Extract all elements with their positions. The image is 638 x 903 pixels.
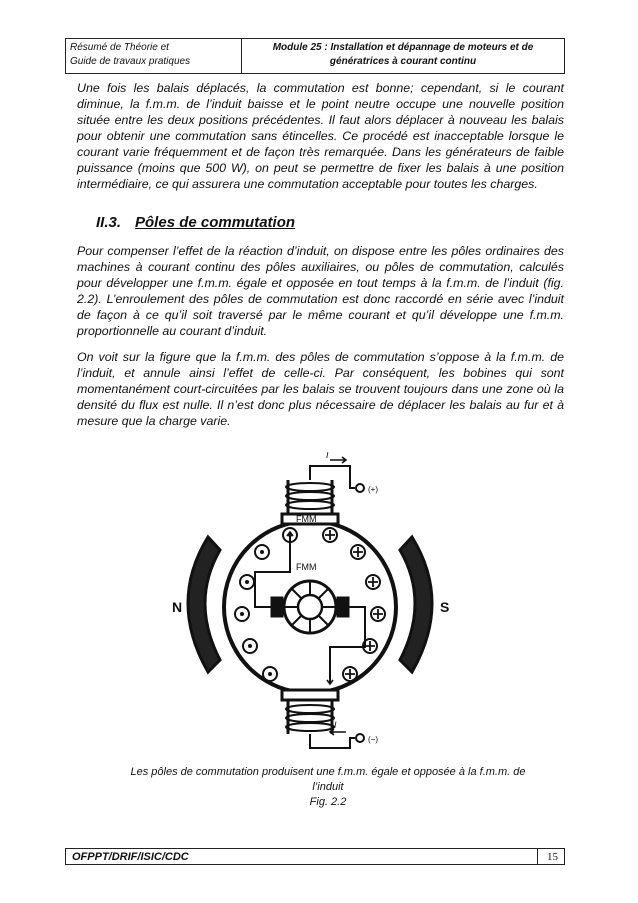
- figure-caption: [110, 765, 546, 810]
- header-left-cell: [66, 39, 242, 73]
- page-number: 15: [547, 850, 558, 863]
- commutator-hub: [298, 595, 322, 619]
- north-pole-shoe: [188, 537, 220, 672]
- header-right-line1: Module 25 : Installation et dépannage de moteurs et de: [272, 42, 534, 53]
- paragraph-intro: Une fois les balais déplacés, la commutation est bonne; cependant, si le courant diminue, la f.m.m. de l’induit baisse et le point neutre occupe une nouvelle position située entre les deux positions précédentes. Il faut alors déplacer à nouveau les balais pour obtenir une commutation sans étincelles. Ce procédé est inacceptable lorsque le courant varie fréquemment et de façon très remarquée. Dans les générateurs de faible puissance (moins que 500 W), on peut se permettre de fixer les balais à une position intermédiaire, ce qui assurera une commutation acceptable pour toutes les charges.: [77, 81, 564, 191]
- brush-right: [338, 598, 348, 616]
- armature-outer: [224, 521, 396, 693]
- label-terminal-minus: (−): [368, 735, 378, 744]
- caption-fig-number: Fig. 2.2: [309, 796, 347, 808]
- south-pole-shoe: [400, 537, 432, 672]
- terminal-minus: [356, 734, 364, 742]
- wire-brush-right: [330, 607, 365, 684]
- header-right-line2: génératrices à courant continu: [329, 56, 477, 67]
- brush-left: [272, 598, 282, 616]
- header-left-line2: Guide de travaux pratiques: [70, 56, 191, 67]
- label-fmm-top: FMM: [296, 514, 317, 524]
- page-header: [65, 38, 565, 74]
- caption-line1: Les pôles de commutation produisent une f.m.m. égale et opposée à la f.m.m. de: [130, 766, 526, 778]
- label-north: N: [172, 599, 183, 615]
- caption-line2: l’induit: [312, 781, 344, 793]
- section-title: Pôles de commutation: [135, 214, 296, 231]
- label-south: S: [440, 599, 450, 615]
- label-fmm-center: FMM: [296, 562, 317, 572]
- section-number: II.3.: [96, 214, 122, 231]
- label-current-bottom: I: [334, 720, 337, 730]
- page-footer: [65, 848, 565, 865]
- wire-brush-left: [255, 532, 290, 607]
- label-current-top: I: [326, 452, 329, 460]
- label-terminal-plus: (+): [368, 485, 378, 494]
- terminal-plus: [356, 484, 364, 492]
- footer-separator: [537, 849, 538, 864]
- header-right-cell: [242, 39, 564, 73]
- wire-bottom: [310, 734, 355, 748]
- paragraph-commutation-poles: Pour compenser l’effet de la réaction d’induit, on dispose entre les pôles ordinaires des machines à courant continu des pôles auxiliaires, ou pôles de commutation, calculés pour développer une f.m.m. égale et opposée en tout temps à la f.m.m. de l’induit (fig. 2.2). L’enroulement des pôles de commutation est donc raccordé en série avec l’induit de façon à ce qu’il soit traversé par le même courant et qu’il développe une f.m.m. proportionnelle au courant d’induit.: [77, 244, 564, 338]
- section-heading: [96, 214, 295, 231]
- paragraph-figure-explanation: On voit sur la figure que la f.m.m. des pôles de commutation s’oppose à la f.m.m. de l’induit, et annule ainsi l’effet de celle-ci. Par conséquent, les bobines qui sont momentanément court-circuitées par les balais se trouvent toujours dans une zone où la densité du flux est nulle. Il n’est donc plus nécessaire de déplacer les balais au fur et à mesure que la charge varie.: [77, 350, 564, 428]
- footer-org: OFPPT/DRIF/ISIC/CDC: [72, 850, 189, 863]
- commutation-poles-figure: [150, 452, 470, 762]
- header-left-line1: Résumé de Théorie et: [70, 42, 169, 53]
